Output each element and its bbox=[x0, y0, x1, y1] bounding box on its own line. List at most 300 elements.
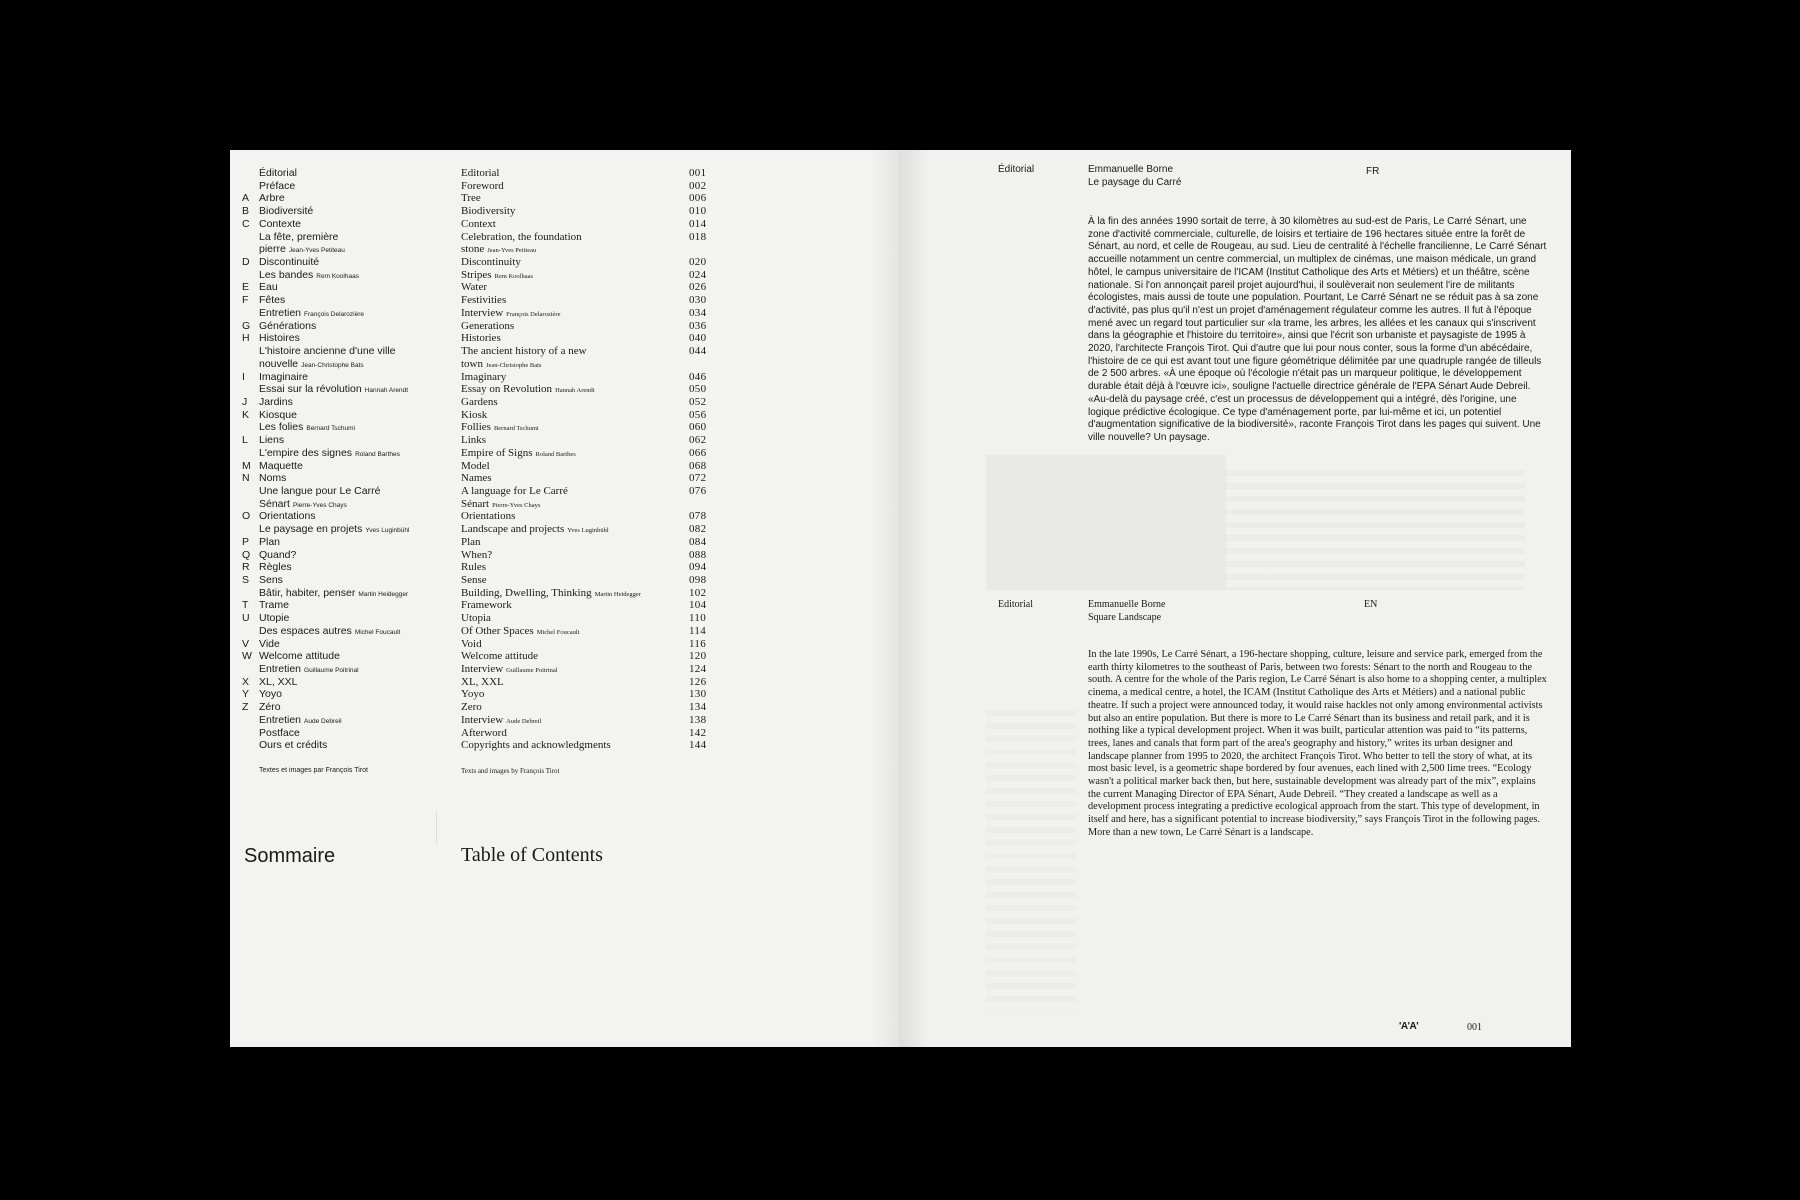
toc-title-fr-text: Histoires bbox=[259, 332, 300, 345]
toc-title-fr-text: Éditorial bbox=[259, 167, 297, 179]
toc-title-en-text: Void bbox=[461, 637, 482, 650]
toc-title-fr-text: XL, XXL bbox=[259, 675, 298, 688]
toc-row bbox=[242, 294, 882, 307]
toc-author-fr: François Delarozière bbox=[304, 310, 364, 318]
toc-title-fr-text: Le paysage en projets bbox=[259, 523, 363, 536]
toc-letter: F bbox=[242, 294, 249, 307]
toc-title-fr bbox=[259, 205, 313, 218]
toc-title-en-text: The ancient history of a new bbox=[461, 345, 587, 358]
toc-title-en-text: Histories bbox=[461, 332, 501, 345]
toc-page-number: 010 bbox=[689, 205, 707, 218]
toc-title-fr-text: Trame bbox=[259, 599, 289, 612]
toc-title-en-text: Orientations bbox=[461, 510, 516, 523]
toc-title-en bbox=[461, 256, 521, 269]
toc-letter: D bbox=[242, 256, 250, 269]
toc-title-en bbox=[461, 192, 481, 205]
toc-title-en bbox=[461, 650, 538, 663]
editorial-author-en: Emmanuelle Borne bbox=[1088, 599, 1166, 610]
toc-page-number: 046 bbox=[689, 370, 707, 383]
toc-title-en bbox=[461, 281, 487, 294]
show-through-text bbox=[986, 710, 1076, 1010]
toc-row bbox=[242, 332, 882, 345]
editorial-body-fr: À la fin des années 1990 sortait de terre, à 30 kilomètres au sud-est de Paris, Le Carré Sénart, une zone d'activité commerciale, culturelle, de loisirs et tertiaire de 196 hectares située entre la forêt de Sénart, au nord, et celle de Rougeau, au sud. Lieu de centralité à l'échelle francilienne, Le Carré Sénart accueille notamment un centre commercial, un multiplex de cinémas, une maison médicale, un grand hôtel, le campus universitaire de l'ICAM (Institut Catholique des Arts et Métiers) et un théâtre, scène nationale. Si l'on annonçait pareil projet aujourd'hui, il soulèverait non seulement l'ire de militants écologistes, mais aussi de toute une population. Pourtant, Le Carré Sénart ne se réduit pas à sa zone d'activité, pas plus qu'il n'est un projet d'aménagement régulateur comme les autres. Il fut à l'époque mené avec un regard tout particulier sur «la trame, les arbres, les allées et les canaux qui s'inscrivent dans la géographie et l'histoire du territoire», ainsi que l'écrit son urbaniste et paysagiste de 1995 à 2020, l'architecte François Tirot. Qui d'autre que lui pour nous conter, sous la forme d'un abécédaire, l'histoire de ce qui est avant tout une figure géométrique délimitée par une quadruple rangée de tilleuls de 2 500 arbres. «À une époque où l'écologie n'était pas un marqueur politique, le développement durable était déjà à l'œuvre ici», souligne l'actuelle directrice générale de l'EPA Sénart Aude Debreil. «Au-delà du paysage créé, c'est un processus de développement qui a intégré, dès l'origine, une logique prédictive écologique. Ce type d'aménagement porte, par lui-même et ici, un potentiel d'augmentation significative de la biodiversité», raconte François Tirot dans les pages qui suivent. Une ville nouvelle? Un paysage. bbox=[1088, 216, 1547, 443]
toc-letter: N bbox=[242, 472, 250, 485]
toc-page-number: 110 bbox=[689, 612, 706, 625]
toc-page-number: 072 bbox=[689, 472, 707, 485]
toc-title-fr-text: Des espaces autres bbox=[259, 624, 352, 637]
credits-en: Texts and images by François Tirot bbox=[461, 767, 560, 775]
toc-row bbox=[242, 180, 882, 193]
toc-title-fr bbox=[259, 739, 327, 752]
magazine-spread bbox=[230, 150, 1571, 1047]
toc-author-en: Hannah Arendt bbox=[555, 387, 595, 395]
toc-page-number: 056 bbox=[689, 408, 707, 421]
toc-title-fr bbox=[259, 549, 296, 562]
toc-title-en-text: Building, Dwelling, Thinking bbox=[461, 586, 592, 599]
toc-title-en bbox=[461, 180, 504, 193]
toc-author-en: Michel Foucault bbox=[536, 628, 580, 636]
toc-row bbox=[242, 396, 882, 409]
toc-page-number: 098 bbox=[689, 574, 707, 586]
toc-title-en bbox=[461, 561, 486, 574]
toc-title-en bbox=[461, 434, 486, 447]
toc-page-number: 124 bbox=[689, 663, 707, 676]
toc-letter: I bbox=[242, 370, 245, 383]
toc-title-en bbox=[461, 231, 582, 244]
toc-row bbox=[242, 612, 882, 625]
divider bbox=[436, 810, 437, 844]
publication-logo: 'A'A' bbox=[1399, 1021, 1419, 1032]
toc-title-en-text: Essay on Revolution bbox=[461, 383, 553, 396]
credits-fr: Textes et images par François Tirot bbox=[259, 767, 368, 774]
toc-title-fr bbox=[259, 294, 285, 307]
toc-title-fr-text: Entretien bbox=[259, 713, 302, 726]
toc-author-fr: Jean-Christophe Bats bbox=[301, 361, 364, 369]
toc-title-en bbox=[461, 320, 514, 333]
toc-page-number: 002 bbox=[689, 179, 707, 192]
toc-author-fr: Bernard Tschumi bbox=[306, 425, 356, 433]
toc-title-en bbox=[461, 599, 512, 612]
toc-title-en bbox=[461, 536, 481, 549]
toc-title-fr-text: Sénart bbox=[259, 497, 290, 510]
toc-page-number: 114 bbox=[689, 624, 706, 637]
toc-title-fr bbox=[259, 727, 300, 740]
toc-row bbox=[242, 688, 882, 701]
toc-page-number: 014 bbox=[689, 217, 707, 230]
page-title-fr: Sommaire bbox=[244, 845, 336, 867]
language-tag-en: EN bbox=[1364, 599, 1378, 610]
toc-row bbox=[242, 345, 882, 358]
toc-row bbox=[242, 434, 882, 447]
toc-page-number: 130 bbox=[689, 688, 707, 701]
toc-page-number: 066 bbox=[689, 446, 707, 459]
toc-title-en-text: Model bbox=[461, 459, 490, 472]
toc-author-en: Jean-Christophe Bats bbox=[486, 361, 542, 369]
toc-title-fr-text: Ours et crédits bbox=[259, 739, 328, 752]
toc-title-fr bbox=[259, 638, 280, 651]
toc-title-fr-text: Discontinuité bbox=[259, 256, 320, 269]
toc-title-en-text: Gardens bbox=[461, 395, 498, 408]
toc-author-fr: Hannah Arendt bbox=[364, 387, 409, 395]
toc-title-en bbox=[461, 739, 611, 752]
toc-author-en: Aude Debreil bbox=[506, 717, 542, 725]
toc-title-en-text: Festivities bbox=[461, 294, 507, 307]
toc-page-number: 068 bbox=[689, 459, 707, 472]
toc-title-fr bbox=[259, 536, 280, 549]
toc-title-fr bbox=[259, 599, 289, 612]
toc-title-en-text: Landscape and projects bbox=[461, 523, 565, 536]
toc-title-fr bbox=[259, 320, 316, 333]
toc-title-fr bbox=[259, 167, 297, 180]
toc-title-en-text: Follies bbox=[461, 421, 491, 434]
toc-title-fr bbox=[259, 676, 298, 689]
toc-title-fr-text: Postface bbox=[259, 726, 300, 739]
toc-author-en: Bernard Tschumi bbox=[493, 425, 539, 433]
toc-title-fr-text: Préface bbox=[259, 179, 296, 192]
toc-row bbox=[242, 192, 882, 205]
toc-author-en: Rem Koolhaas bbox=[494, 272, 534, 280]
toc-title-en-text: Imaginary bbox=[461, 370, 507, 383]
toc-author-fr: Yves Luginbühl bbox=[365, 527, 410, 535]
toc-page-number: 050 bbox=[689, 383, 707, 396]
toc-title-fr-text: Maquette bbox=[259, 459, 303, 472]
toc-title-fr-text: L'empire des signes bbox=[259, 446, 353, 459]
toc-title-en-text: Tree bbox=[461, 192, 481, 205]
toc-letter: Q bbox=[242, 548, 251, 561]
toc-author-fr: Michel Foucault bbox=[354, 628, 401, 636]
toc-author-fr: Guillaume Poitrinal bbox=[304, 667, 359, 675]
toc-letter: O bbox=[242, 510, 251, 523]
toc-row bbox=[242, 472, 882, 485]
toc-title-en-text: Stripes bbox=[461, 268, 492, 281]
toc-page-number: 052 bbox=[689, 395, 707, 408]
page-number: 001 bbox=[1467, 1022, 1482, 1033]
toc-title-en-text: When? bbox=[461, 548, 493, 561]
toc-title-en-text: Interview bbox=[461, 713, 504, 726]
toc-page-number: 026 bbox=[689, 281, 707, 294]
toc-title-fr-text: Bâtir, habiter, penser bbox=[259, 586, 356, 599]
toc-letter: H bbox=[242, 332, 250, 345]
toc-author-en: Guillaume Poitrinal bbox=[506, 667, 558, 675]
toc-row bbox=[242, 460, 882, 473]
toc-row bbox=[242, 625, 882, 638]
toc-page-number: 078 bbox=[689, 510, 707, 523]
toc-title-en bbox=[461, 294, 506, 307]
toc-title-fr-text: Les bandes bbox=[259, 268, 314, 281]
toc-title-fr-text: Sens bbox=[259, 574, 283, 586]
toc-title-en-text: Copyrights and acknowledgments bbox=[461, 739, 611, 752]
toc-title-en-text: Foreword bbox=[461, 179, 504, 192]
toc-title-fr-text: Arbre bbox=[259, 192, 285, 205]
toc-row bbox=[242, 243, 882, 256]
toc-page-number: 062 bbox=[689, 434, 707, 447]
toc-title-fr-text: Règles bbox=[259, 561, 292, 574]
toc-title-fr bbox=[259, 472, 286, 485]
toc-row bbox=[242, 549, 882, 562]
toc-letter: T bbox=[242, 599, 249, 612]
toc-row bbox=[242, 587, 882, 600]
toc-title-fr bbox=[259, 409, 297, 422]
toc-title-fr bbox=[259, 192, 285, 205]
toc-title-fr-text: pierre bbox=[259, 243, 286, 256]
toc-title-en-text: Sénart bbox=[461, 497, 490, 510]
toc-row bbox=[242, 574, 882, 587]
toc-title-en-text: Empire of Signs bbox=[461, 446, 533, 459]
toc-title-en-text: Sense bbox=[461, 574, 487, 586]
toc-author-en: Martin Heidegger bbox=[594, 590, 641, 598]
toc-author-fr: Roland Barthes bbox=[355, 450, 400, 458]
toc-title-fr bbox=[259, 332, 300, 345]
toc-letter: A bbox=[242, 192, 250, 205]
toc-title-en bbox=[461, 676, 504, 689]
toc-row bbox=[242, 638, 882, 651]
left-page-contents bbox=[230, 150, 899, 1047]
toc-title-fr bbox=[259, 701, 281, 714]
toc-author-fr: Rem Koolhaas bbox=[316, 272, 359, 280]
toc-letter: P bbox=[242, 535, 250, 548]
toc-page-number: 082 bbox=[689, 523, 707, 536]
toc-author-en: Yves Luginbühl bbox=[567, 527, 609, 535]
toc-row bbox=[242, 307, 882, 320]
toc-page-number: 104 bbox=[689, 599, 707, 612]
toc-title-en bbox=[461, 167, 500, 180]
toc-title-fr-text: Contexte bbox=[259, 217, 302, 230]
toc-title-fr-text: Générations bbox=[259, 319, 317, 332]
toc-author-en: François Delarozière bbox=[506, 310, 561, 318]
toc-title-fr-text: Kiosque bbox=[259, 408, 297, 421]
toc-title-en bbox=[461, 396, 498, 409]
toc-page-number: 134 bbox=[689, 701, 707, 714]
toc-title-en-text: Editorial bbox=[461, 167, 500, 179]
toc-title-en bbox=[461, 218, 496, 231]
toc-author-fr: Pierre-Yves Chays bbox=[292, 501, 347, 509]
toc-title-en bbox=[461, 549, 492, 562]
toc-row bbox=[242, 256, 882, 269]
toc-title-fr-text: Welcome attitude bbox=[259, 650, 340, 663]
toc-letter: B bbox=[242, 205, 250, 218]
toc-title-en-text: Water bbox=[461, 281, 487, 294]
toc-page-number: 094 bbox=[689, 561, 707, 574]
toc-title-fr bbox=[259, 371, 308, 384]
toc-letter: W bbox=[242, 650, 252, 663]
toc-letter: G bbox=[242, 319, 251, 332]
toc-page-number: 142 bbox=[689, 726, 707, 739]
toc-page-number: 036 bbox=[689, 319, 707, 332]
toc-title-fr-text: Entretien bbox=[259, 306, 302, 319]
toc-row bbox=[242, 205, 882, 218]
toc-title-fr-text: Yoyo bbox=[259, 688, 282, 701]
toc-title-fr-text: Une langue pour Le Carré bbox=[259, 484, 381, 497]
toc-letter: R bbox=[242, 561, 250, 574]
toc-title-fr bbox=[259, 612, 289, 625]
editorial-section-fr: Éditorial bbox=[998, 164, 1035, 175]
toc-title-en-text: stone bbox=[461, 243, 485, 256]
editorial-subtitle-en: Square Landscape bbox=[1088, 612, 1162, 623]
toc-row bbox=[242, 727, 882, 740]
toc-title-fr bbox=[259, 256, 319, 269]
toc-author-en: Pierre-Yves Chays bbox=[492, 501, 541, 509]
toc-title-fr bbox=[259, 688, 282, 701]
toc-letter: J bbox=[242, 395, 248, 408]
toc-row bbox=[242, 218, 882, 231]
toc-letter: C bbox=[242, 217, 250, 230]
toc-page-number: 001 bbox=[689, 167, 707, 179]
toc-title-fr bbox=[259, 574, 283, 587]
toc-author-fr: Martin Heidegger bbox=[358, 590, 409, 598]
toc-title-en-text: Celebration, the foundation bbox=[461, 230, 582, 243]
toc-title-en-text: A language for Le Carré bbox=[461, 484, 568, 497]
editorial-author-fr: Emmanuelle Borne bbox=[1088, 164, 1174, 175]
toc-author-fr: Jean-Yves Petiteau bbox=[288, 247, 345, 255]
toc-title-en bbox=[461, 371, 506, 384]
toc-title-en bbox=[461, 510, 515, 523]
toc-row bbox=[242, 650, 882, 663]
toc-page-number: 102 bbox=[689, 586, 707, 599]
toc-row bbox=[242, 371, 882, 384]
toc-row bbox=[242, 536, 882, 549]
toc-title-en-text: Framework bbox=[461, 599, 512, 612]
toc-title-fr bbox=[259, 650, 340, 663]
toc-row bbox=[242, 320, 882, 333]
toc-title-fr-text: La fête, première bbox=[259, 230, 339, 243]
toc-title-en-text: Context bbox=[461, 217, 496, 230]
toc-title-en bbox=[461, 409, 487, 422]
toc-title-en bbox=[461, 727, 507, 740]
toc-row bbox=[242, 281, 882, 294]
toc-title-fr-text: Orientations bbox=[259, 510, 316, 523]
toc-title-en-text: XL, XXL bbox=[461, 675, 504, 688]
toc-title-fr bbox=[259, 434, 284, 447]
toc-title-fr-text: nouvelle bbox=[259, 357, 299, 370]
toc-title-fr bbox=[259, 396, 293, 409]
toc-page-number: 034 bbox=[689, 306, 707, 319]
toc-page-number: 006 bbox=[689, 192, 707, 205]
toc-row bbox=[242, 447, 882, 460]
toc-letter: U bbox=[242, 612, 250, 625]
right-page-editorial bbox=[899, 150, 1571, 1047]
toc-title-en bbox=[461, 638, 482, 651]
toc-letter: Z bbox=[242, 701, 249, 714]
gutter-shadow bbox=[899, 150, 929, 1047]
toc-title-en bbox=[461, 688, 484, 701]
toc-title-fr-text: Quand? bbox=[259, 548, 297, 561]
toc-letter: X bbox=[242, 675, 250, 688]
toc-title-fr-text: Vide bbox=[259, 637, 280, 650]
editorial-body-en: In the late 1990s, Le Carré Sénart, a 196-hectare shopping, culture, leisure and service park, emerged from the earth thirty kilometres to the southeast of Paris, between two forests: Sénart to the north and Rougeau to the south. A centre for the whole of the Paris region, Le Carré Sénart is also home to a shopping center, a multiplex cinema, a medical centre, a hotel, the ICAM (Institut Catholique des Arts et Métiers) and a national public theatre. If such a project were announced today, it would raise hackles not only among environmental activists but also an entire population. But there is more to Le Carré Sénart than its business and retail park, and it is nothing like a typical development project. When it was built, particular attention was paid to “its patterns, trees, lanes and canals that form part of the area's geography and history,” writes its urban designer and landscape planner from 1995 to 2020, the architect François Tirot. Who better to tell the story of what, at its most basic level, is a geometric shape bordered by four avenues, each lined with 2,500 lime trees. “Ecology wasn't a political marker back then, but here, sustainable development was already part of the mix”, explains the current Managing Director of EPA Sénart, Aude Debreil. “They created a landscape as well as a development process integrating a predictive ecological approach from the start. This type of development, in itself and here, has a significant potential to increase biodiversity,” says François Tirot in the following pages. More than a new town, Le Carré Sénart is a landscape. bbox=[1088, 649, 1547, 838]
toc-title-fr-text: Jardins bbox=[259, 395, 293, 408]
toc-title-fr-text: Essai sur la révolution bbox=[259, 383, 362, 396]
toc-page-number: 020 bbox=[689, 256, 707, 269]
toc-title-en-text: Of Other Spaces bbox=[461, 624, 534, 637]
toc-row bbox=[242, 561, 882, 574]
toc-title-en-text: Interview bbox=[461, 663, 504, 676]
toc-page-number: 044 bbox=[689, 345, 707, 358]
editorial-section-en: Editorial bbox=[998, 599, 1033, 610]
toc-title-fr-text: Plan bbox=[259, 535, 281, 548]
toc-title-en bbox=[461, 612, 491, 625]
toc-letter: V bbox=[242, 637, 250, 650]
language-tag-fr: FR bbox=[1366, 166, 1380, 177]
toc-letter: S bbox=[242, 574, 250, 586]
toc-title-en bbox=[461, 460, 490, 473]
toc-row bbox=[242, 409, 882, 422]
toc-title-en-text: Generations bbox=[461, 319, 515, 332]
toc-page-number: 076 bbox=[689, 484, 707, 497]
toc-title-fr bbox=[259, 561, 292, 574]
toc-title-fr-text: Zéro bbox=[259, 701, 281, 714]
toc-page-number: 138 bbox=[689, 713, 707, 726]
toc-title-en-text: Rules bbox=[461, 561, 487, 574]
toc-title-en-text: Discontinuity bbox=[461, 256, 521, 269]
toc-letter: L bbox=[242, 434, 248, 447]
toc-title-fr-text: Biodiversité bbox=[259, 205, 314, 218]
toc-page-number: 120 bbox=[689, 650, 707, 663]
toc-title-fr-text: L'histoire ancienne d'une ville bbox=[259, 345, 396, 358]
toc-title-fr-text: Eau bbox=[259, 281, 278, 294]
toc-title-en bbox=[461, 472, 492, 485]
toc-letter: K bbox=[242, 408, 250, 421]
toc-row bbox=[242, 358, 882, 371]
editorial-subtitle-fr: Le paysage du Carré bbox=[1088, 177, 1182, 188]
show-through-image bbox=[986, 455, 1226, 590]
toc-letter: M bbox=[242, 459, 251, 472]
toc-page-number: 040 bbox=[689, 332, 707, 345]
table-of-contents bbox=[242, 167, 882, 752]
toc-title-en-text: Names bbox=[461, 472, 492, 485]
toc-row bbox=[242, 510, 882, 523]
toc-title-fr-text: Fêtes bbox=[259, 294, 286, 307]
toc-row bbox=[242, 663, 882, 676]
toc-title-fr bbox=[259, 460, 303, 473]
toc-title-en-text: Zero bbox=[461, 701, 482, 714]
toc-page-number: 144 bbox=[689, 739, 707, 752]
toc-title-fr bbox=[259, 281, 278, 294]
toc-title-fr-text: Les folies bbox=[259, 421, 304, 434]
toc-row bbox=[242, 714, 882, 727]
toc-title-en bbox=[461, 485, 568, 498]
show-through-text bbox=[1225, 470, 1525, 590]
toc-title-en-text: Interview bbox=[461, 306, 504, 319]
toc-title-fr-text: Noms bbox=[259, 472, 287, 485]
toc-row bbox=[242, 599, 882, 612]
toc-row bbox=[242, 421, 882, 434]
toc-page-number: 018 bbox=[689, 230, 707, 243]
toc-title-en-text: Welcome attitude bbox=[461, 650, 538, 663]
toc-letter: E bbox=[242, 281, 250, 294]
toc-author-fr: Aude Debreil bbox=[304, 717, 342, 725]
toc-title-fr bbox=[259, 180, 295, 193]
toc-page-number: 088 bbox=[689, 548, 707, 561]
toc-row bbox=[242, 167, 882, 180]
toc-title-en-text: Plan bbox=[461, 535, 481, 548]
toc-row bbox=[242, 523, 882, 536]
toc-row bbox=[242, 383, 882, 396]
toc-page-number: 060 bbox=[689, 421, 707, 434]
toc-title-en-text: Utopia bbox=[461, 612, 491, 625]
toc-title-fr-text: Imaginaire bbox=[259, 370, 309, 383]
toc-row bbox=[242, 231, 882, 244]
toc-row bbox=[242, 701, 882, 714]
toc-row bbox=[242, 269, 882, 282]
toc-title-en-text: town bbox=[461, 357, 483, 370]
toc-title-en bbox=[461, 701, 482, 714]
toc-page-number: 116 bbox=[689, 637, 706, 650]
toc-title-fr bbox=[259, 345, 396, 358]
toc-row bbox=[242, 676, 882, 689]
toc-title-en-text: Biodiversity bbox=[461, 205, 516, 218]
toc-title-en-text: Yoyo bbox=[461, 688, 485, 701]
toc-page-number: 126 bbox=[689, 675, 707, 688]
